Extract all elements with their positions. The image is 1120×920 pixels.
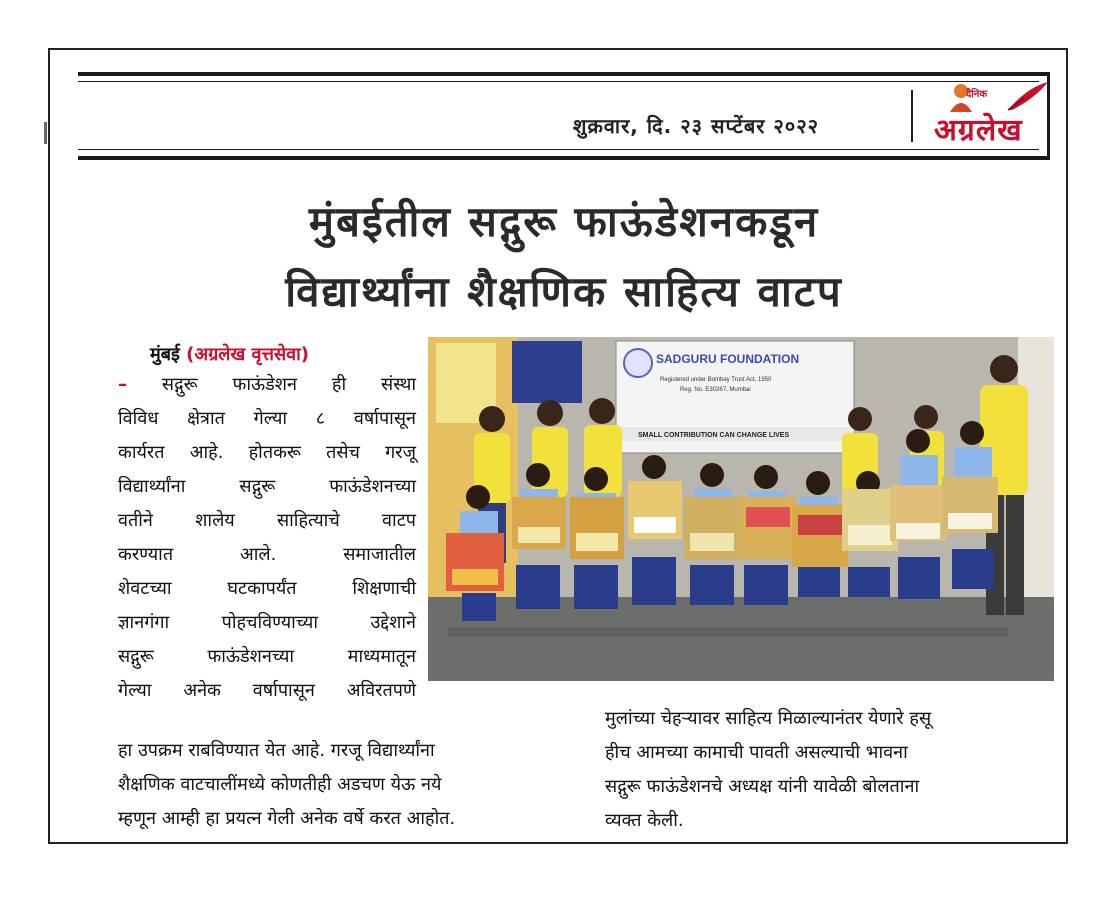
article-line — [118, 368, 416, 402]
article-line: हा उपक्रम राबविण्यात येत आहे. गरजू विद्यार्थ्यांना — [118, 740, 435, 761]
banner-subtitle-2: Reg. No. E30267, Mumbai — [680, 387, 751, 393]
article-line: ज्ञानगंगा पोहचविण्याच्या उद्देशाने — [118, 612, 416, 633]
article-line: विद्यार्थ्यांना सद्गुरू फाऊंडेशनच्या — [118, 476, 416, 497]
article-line: करण्यात आले. समाजातील — [118, 544, 416, 565]
banner-title: SADGURU FOUNDATION — [656, 352, 800, 366]
article-line: विविध क्षेत्रात गेल्या ८ वर्षापासून — [118, 408, 416, 429]
article-line: गेल्या अनेक वर्षापासून अविरतपणे — [118, 680, 416, 701]
logo-wordmark: अग्रलेख — [934, 113, 1023, 148]
lead-dash: – — [118, 374, 127, 395]
article-left-column — [118, 368, 416, 708]
headline-line-1: मुंबईतील सद्गुरू फाऊंडेशनकडून — [308, 197, 820, 246]
headline-line-2: विद्यार्थ्यांना शैक्षणिक साहित्य वाटप — [285, 267, 843, 316]
dateline-city: मुंबई — [150, 344, 180, 365]
dateline — [150, 342, 309, 366]
article-line: हीच आमच्या कामाची पावती असल्याची भावना — [605, 742, 908, 763]
article-line: सद्गुरू फाऊंडेशनच्या माध्यमातून — [118, 646, 416, 667]
logo-tagline: दैनिक — [966, 89, 988, 100]
article-bottom-left — [118, 734, 570, 836]
article-line: सद्गुरू फाऊंडेशनचे अध्यक्ष यांनी यावेळी बोलताना — [605, 776, 920, 797]
issue-date: शुक्रवार, दि. २३ सप्टेंबर २०२२ — [572, 114, 819, 138]
banner-tagline: SMALL CONTRIBUTION CAN CHANGE LIVES — [638, 432, 790, 439]
photo-illustration — [428, 337, 1054, 681]
article-photo — [428, 337, 1054, 681]
article-line: मुलांच्या चेहऱ्यावर साहित्य मिळाल्यानंतर येणारे हसू — [605, 708, 932, 729]
article-line: म्हणून आम्ही हा प्रयत्न गेली अनेक वर्षे करत आहोत. — [118, 808, 456, 829]
lead-text: सद्गुरू फाऊंडेशन ही संस्था — [127, 374, 416, 395]
newspaper-logo — [922, 80, 1050, 152]
article-line: कार्यरत आहे. होतकरू तसेच गरजू — [118, 442, 416, 463]
masthead-divider — [911, 90, 913, 142]
masthead — [78, 72, 1050, 160]
dateline-agency: (अग्रलेख वृत्तसेवा) — [186, 344, 310, 365]
article-line: शेवटच्या घटकापर्यंत शिक्षणाची — [118, 578, 416, 599]
article-line: वतीने शालेय साहित्याचे वाटप — [118, 510, 416, 531]
article-right-column — [605, 702, 1059, 838]
page-edge-mark — [44, 122, 47, 144]
masthead-rules — [78, 81, 1039, 150]
article-line: व्यक्त केली. — [605, 810, 684, 831]
article-line: शैक्षणिक वाटचालींमध्ये कोणतीही अडचण येऊ नये — [118, 774, 442, 795]
banner-subtitle-1: Registered under Bombay Trust Act, 1950 — [660, 377, 772, 383]
